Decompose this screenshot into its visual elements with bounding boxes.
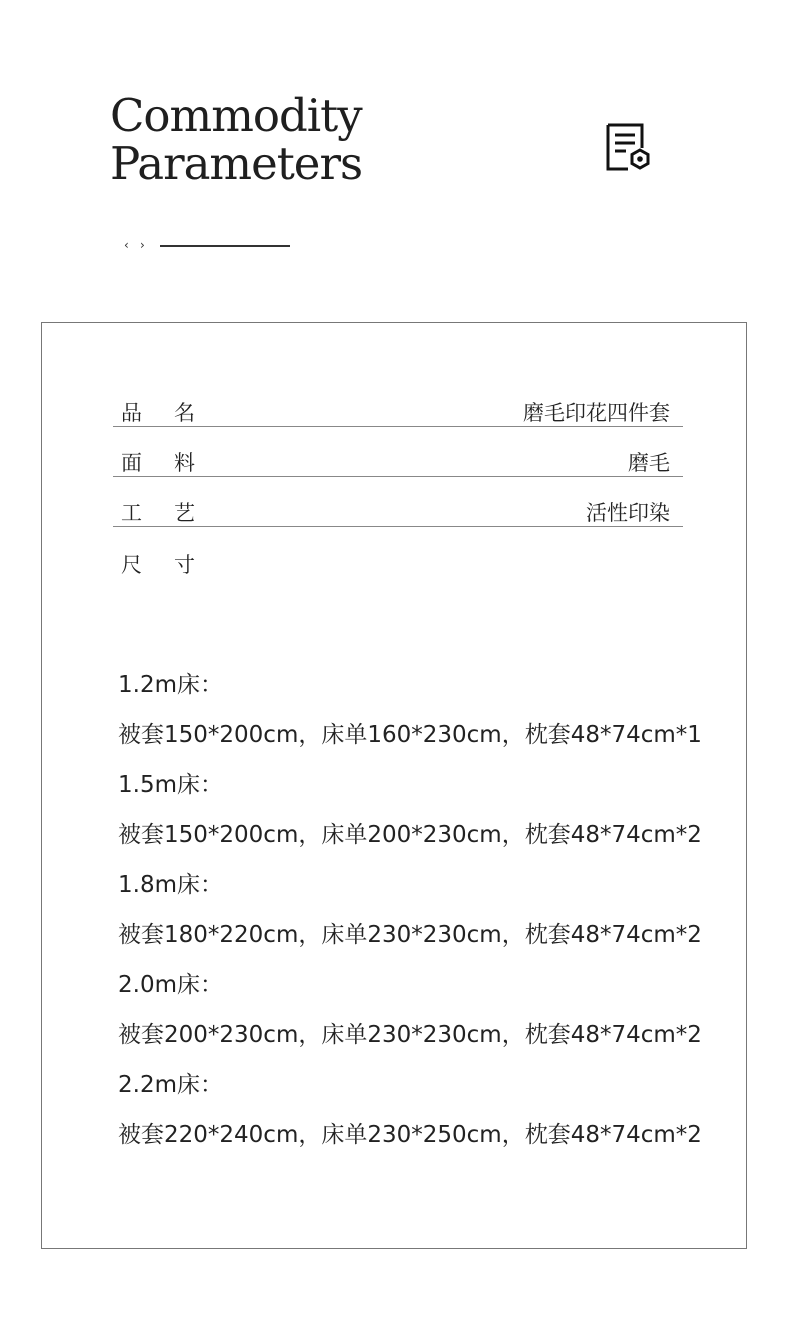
nav-underline	[160, 245, 290, 247]
param-value: 磨毛印花四件套	[523, 401, 670, 425]
title-line-2: Parameters	[110, 137, 363, 190]
parameters-card	[41, 322, 747, 1249]
size-detail: 被套200*230cm，床单230*230cm，枕套48*74cm*2	[118, 1022, 702, 1048]
next-arrow-icon[interactable]: ›	[140, 238, 145, 252]
param-row-name	[113, 377, 683, 427]
page-title	[110, 89, 363, 190]
size-list	[118, 665, 702, 1165]
param-row-fabric	[113, 427, 683, 477]
param-value: 磨毛	[628, 451, 670, 475]
title-line-1: Commodity	[110, 89, 362, 142]
size-bed-label: 1.8m床：	[118, 872, 223, 898]
size-detail: 被套150*200cm，床单160*230cm，枕套48*74cm*1	[118, 722, 702, 748]
size-bed-label: 1.2m床：	[118, 672, 223, 698]
param-label: 面料	[121, 451, 227, 475]
param-row-craft	[113, 477, 683, 527]
size-detail: 被套150*200cm，床单200*230cm，枕套48*74cm*2	[118, 822, 702, 848]
param-label: 工艺	[121, 501, 227, 525]
size-detail: 被套180*220cm，床单230*230cm，枕套48*74cm*2	[118, 922, 702, 948]
size-bed-label: 2.2m床：	[118, 1072, 223, 1098]
size-detail: 被套220*240cm，床单230*250cm，枕套48*74cm*2	[118, 1122, 702, 1148]
param-row-size	[113, 529, 683, 579]
param-label: 品名	[121, 401, 227, 425]
param-label: 尺寸	[121, 553, 227, 577]
divider	[113, 526, 683, 527]
size-bed-label: 1.5m床：	[118, 772, 223, 798]
size-bed-label: 2.0m床：	[118, 972, 223, 998]
prev-arrow-icon[interactable]: ‹	[124, 238, 129, 252]
document-settings-icon	[604, 122, 654, 174]
param-value: 活性印染	[586, 501, 670, 525]
